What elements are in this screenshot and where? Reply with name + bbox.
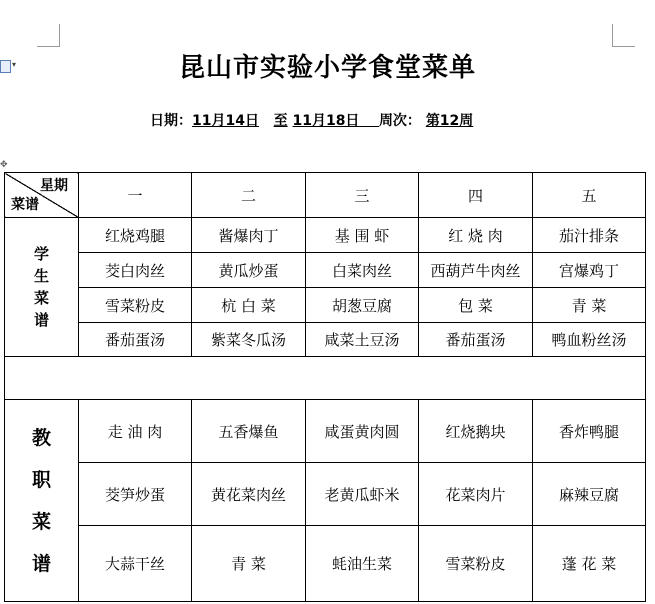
day-header: 一: [79, 173, 192, 218]
dish-cell: 红烧鹅块: [419, 400, 533, 463]
date-to: 至: [273, 113, 288, 129]
dish-cell: 大蒜干丝: [79, 526, 192, 602]
dish-cell: 紫菜冬瓜汤: [192, 323, 306, 357]
dish-cell: 包 菜: [419, 288, 533, 323]
week-number: 第12周: [425, 113, 474, 129]
teacher-menu-row: [5, 526, 646, 602]
spacer-row: [5, 357, 646, 400]
dish-cell: 红 烧 肉: [419, 218, 533, 253]
page-title: 昆山市实验小学食堂菜单: [178, 53, 476, 83]
menu-table: [4, 172, 646, 602]
dish-cell: 酱爆肉丁: [192, 218, 306, 253]
day-header: 五: [533, 173, 646, 218]
dish-cell: 走 油 肉: [79, 400, 192, 463]
dish-cell: 茭白肉丝: [79, 253, 192, 288]
menu-header: 菜谱: [11, 197, 39, 213]
date-line: [150, 110, 473, 130]
dish-cell: 青 菜: [192, 526, 306, 602]
dish-cell: 宫爆鸡丁: [533, 253, 646, 288]
dish-cell: 五香爆鱼: [192, 400, 306, 463]
dish-cell: 茄汁排条: [533, 218, 646, 253]
dish-cell: 鸭血粉丝汤: [533, 323, 646, 357]
dish-cell: 白菜肉丝: [306, 253, 419, 288]
dish-cell: 蚝油生菜: [306, 526, 419, 602]
student-menu-row: [5, 323, 646, 357]
weekday-header: 星期: [40, 178, 68, 194]
end-date: 11月18日: [292, 113, 360, 129]
date-label: 日期：: [150, 113, 192, 129]
dish-cell: 青 菜: [533, 288, 646, 323]
dish-cell: 香炸鸭腿: [533, 400, 646, 463]
student-menu-label: 学 生 菜 谱: [5, 218, 79, 357]
student-menu-row: [5, 253, 646, 288]
teacher-menu-row: [5, 400, 646, 463]
teacher-menu-label: 教 职 菜 谱: [5, 400, 79, 602]
dish-cell: 咸菜土豆汤: [306, 323, 419, 357]
header-row: [5, 173, 646, 218]
day-header: 四: [419, 173, 533, 218]
dish-cell: 基 围 虾: [306, 218, 419, 253]
dish-cell: 老黄瓜虾米: [306, 463, 419, 526]
day-header: 二: [192, 173, 306, 218]
dish-cell: 黄花菜肉丝: [192, 463, 306, 526]
empty-row-cell: [5, 357, 646, 400]
table-move-handle-icon[interactable]: ✥: [0, 160, 8, 170]
dish-cell: 雪菜粉皮: [79, 288, 192, 323]
dish-cell: 花菜肉片: [419, 463, 533, 526]
dish-cell: 红烧鸡腿: [79, 218, 192, 253]
dish-cell: 番茄蛋汤: [419, 323, 533, 357]
dish-cell: 胡葱豆腐: [306, 288, 419, 323]
page-corner-mark-right: [612, 24, 635, 47]
dropdown-arrow-icon: ▾: [12, 60, 17, 69]
teacher-menu-row: [5, 463, 646, 526]
day-header: 三: [306, 173, 419, 218]
dish-cell: 蓬 花 菜: [533, 526, 646, 602]
dish-cell: 麻辣豆腐: [533, 463, 646, 526]
student-menu-row: [5, 218, 646, 253]
dish-cell: 黄瓜炒蛋: [192, 253, 306, 288]
week-label: 周次：: [378, 113, 421, 129]
diagonal-header-cell: [5, 173, 79, 218]
dish-cell: 雪菜粉皮: [419, 526, 533, 602]
dish-cell: 西葫芦牛肉丝: [419, 253, 533, 288]
dish-cell: 番茄蛋汤: [79, 323, 192, 357]
page-corner-mark-left: [37, 24, 60, 47]
student-menu-row: [5, 288, 646, 323]
start-date: 11月14日: [192, 113, 259, 129]
dish-cell: 咸蛋黄肉圆: [306, 400, 419, 463]
dish-cell: 茭笋炒蛋: [79, 463, 192, 526]
dish-cell: 杭 白 菜: [192, 288, 306, 323]
